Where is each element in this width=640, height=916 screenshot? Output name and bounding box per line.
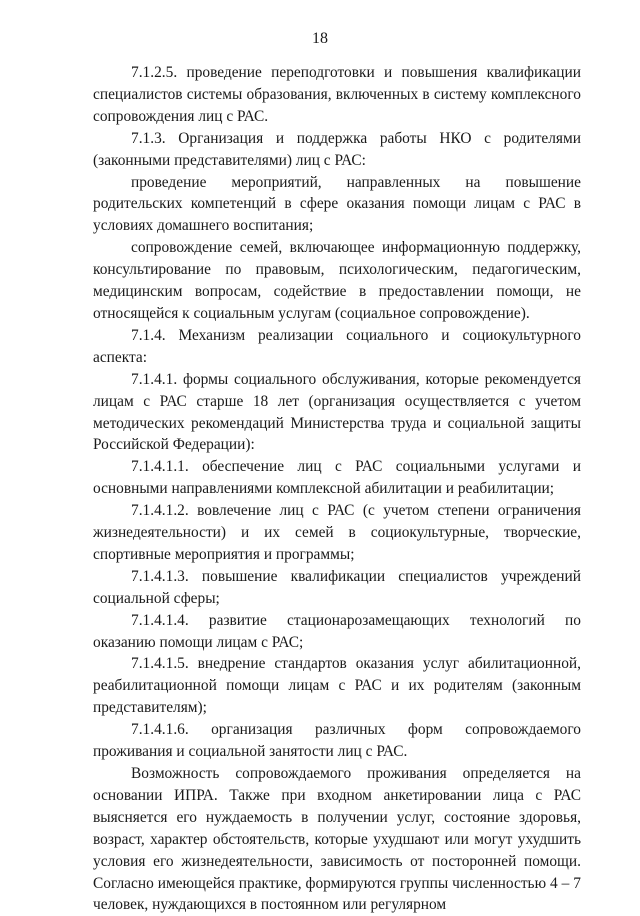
paragraph-family-support: сопровождение семей, включающее информационную поддержку, консультирование по правовым, психологическим, педагогическим, медицинским вопросам, содействие в предоставлении помощи, не относящейся к социальным услугам (социальное сопровождение). xyxy=(93,239,581,322)
paragraph-7-1-4-1: 7.1.4.1. формы социального обслуживания, которые рекомендуется лицам с РАС старше 18 лет (организация осуществляется с учетом методических рекомендаций Министерства труда и социальной защиты Российской Федерации): xyxy=(93,370,581,454)
paragraph-7-1-4-1-6: 7.1.4.1.6. организация различных форм сопровождаемого проживания и социальной занятости лиц с РАС. xyxy=(93,721,581,761)
paragraph-7-1-4-1-5: 7.1.4.1.5. внедрение стандартов оказания услуг абилитационной, реабилитационной помощи лицам с РАС и их родителям (законным представителям); xyxy=(93,655,581,717)
paragraph-7-1-4-1-2: 7.1.4.1.2. вовлечение лиц с РАС (с учетом степени ограничения жизнедеятельности) и их семей в социокультурные, творческие, спортивные мероприятия и программы; xyxy=(93,502,581,563)
paragraph-7-1-4-1-4: 7.1.4.1.4. развитие стационарозамещающих технологий по оказанию помощи лицам с РАС; xyxy=(93,611,581,651)
document-body xyxy=(93,62,581,916)
paragraph-supported-living: Возможность сопровождаемого проживания определяется на основании ИПРА. Также при входном анкетировании лица с РАС выясняется его нуждаемость в получении услуг, состояние здоровья, возраст, характер обстоятельств, которые ухудшают или могут ухудшить условия его жизнедеятельности, зависимость от посторонней помощи. Согласно имеющейся практике, формируются группы численностью 4 – 7 человек, нуждающихся в постоянном или регулярном xyxy=(93,765,581,914)
paragraph-7-1-3: 7.1.3. Организация и поддержка работы НКО с родителями (законными представителями) лиц с РАС: xyxy=(93,129,581,169)
paragraph-7-1-2-5: 7.1.2.5. проведение переподготовки и повышения квалификации специалистов системы образования, включенных в систему комплексного сопровождения лиц с РАС. xyxy=(93,64,581,125)
paragraph-7-1-4: 7.1.4. Механизм реализации социального и социокультурного аспекта: xyxy=(93,326,581,366)
paragraph-7-1-4-1-3: 7.1.4.1.3. повышение квалификации специалистов учреждений социальной сферы; xyxy=(93,567,581,607)
paragraph-parent-competence: проведение мероприятий, направленных на повышение родительских компетенций в сфере оказания помощи лицам с РАС в условиях домашнего воспитания; xyxy=(93,173,581,235)
page-number: 18 xyxy=(312,30,328,47)
paragraph-7-1-4-1-1: 7.1.4.1.1. обеспечение лиц с РАС социальными услугами и основными направлениями комплексной абилитации и реабилитации; xyxy=(93,458,581,498)
